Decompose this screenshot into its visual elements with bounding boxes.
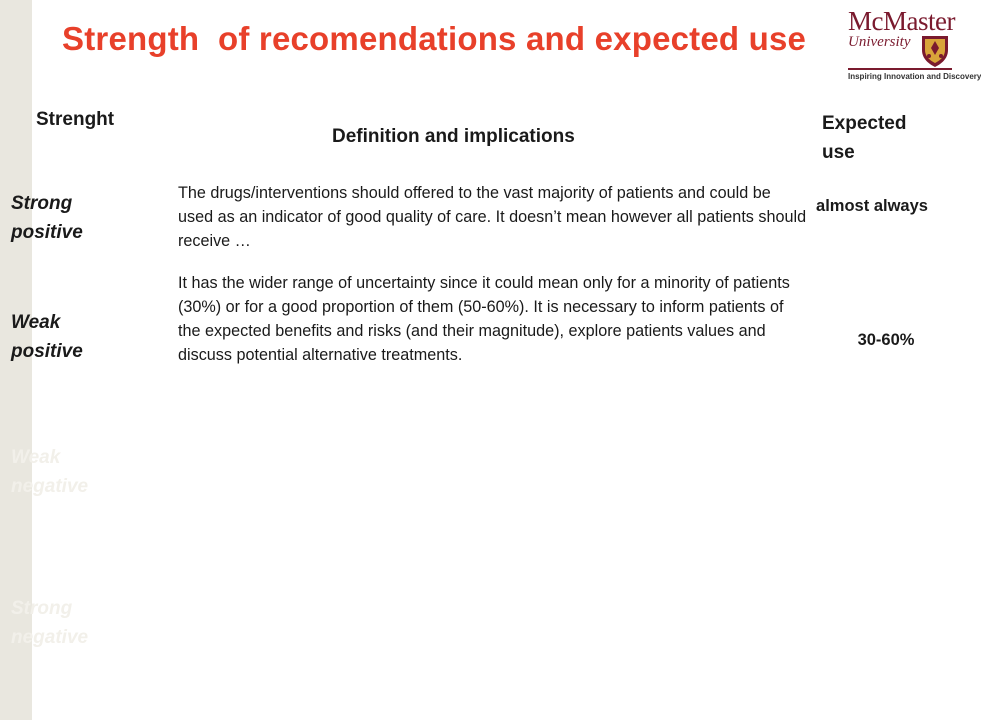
row-strong-positive-expected: almost always	[816, 197, 928, 215]
logo-tagline: Inspiring Innovation and Discovery	[848, 72, 981, 81]
row-weak-positive-expected: 30-60%	[857, 331, 915, 349]
row-weak-positive-definition: It has the wider range of uncertainty since it could mean only for a minority of patients (30%) or for a good proportion of them (50-60%). It is necessary to inform patients of the expected benefits and risks (and their magnitude), explore patients values and discuss potential alternative treatments.	[178, 274, 790, 364]
mcmaster-logo	[848, 4, 981, 84]
logo-wordmark: McMaster	[848, 6, 955, 36]
header-strength: Strenght	[36, 109, 115, 130]
row-weak-positive-label: Weak positive	[11, 312, 83, 362]
row-weak-negative-label: Weak negative	[11, 447, 89, 497]
row-strong-positive-label: Strong positive	[11, 193, 83, 243]
logo-subtitle: University	[848, 34, 911, 50]
row-strong-negative-label: Strong negative	[11, 598, 89, 648]
header-expected-use: Expected use	[822, 113, 907, 163]
logo-rule	[848, 68, 952, 70]
crest-icon	[920, 34, 950, 68]
row-strong-positive-definition: The drugs/interventions should offered to the vast majority of patients and could be used as an indicator of good quality of care. It doesn’t mean however all patients should receive …	[178, 184, 807, 250]
slide-title: Strength of recomendations and expected use	[62, 20, 807, 57]
header-definition: Definition and implications	[332, 126, 575, 147]
